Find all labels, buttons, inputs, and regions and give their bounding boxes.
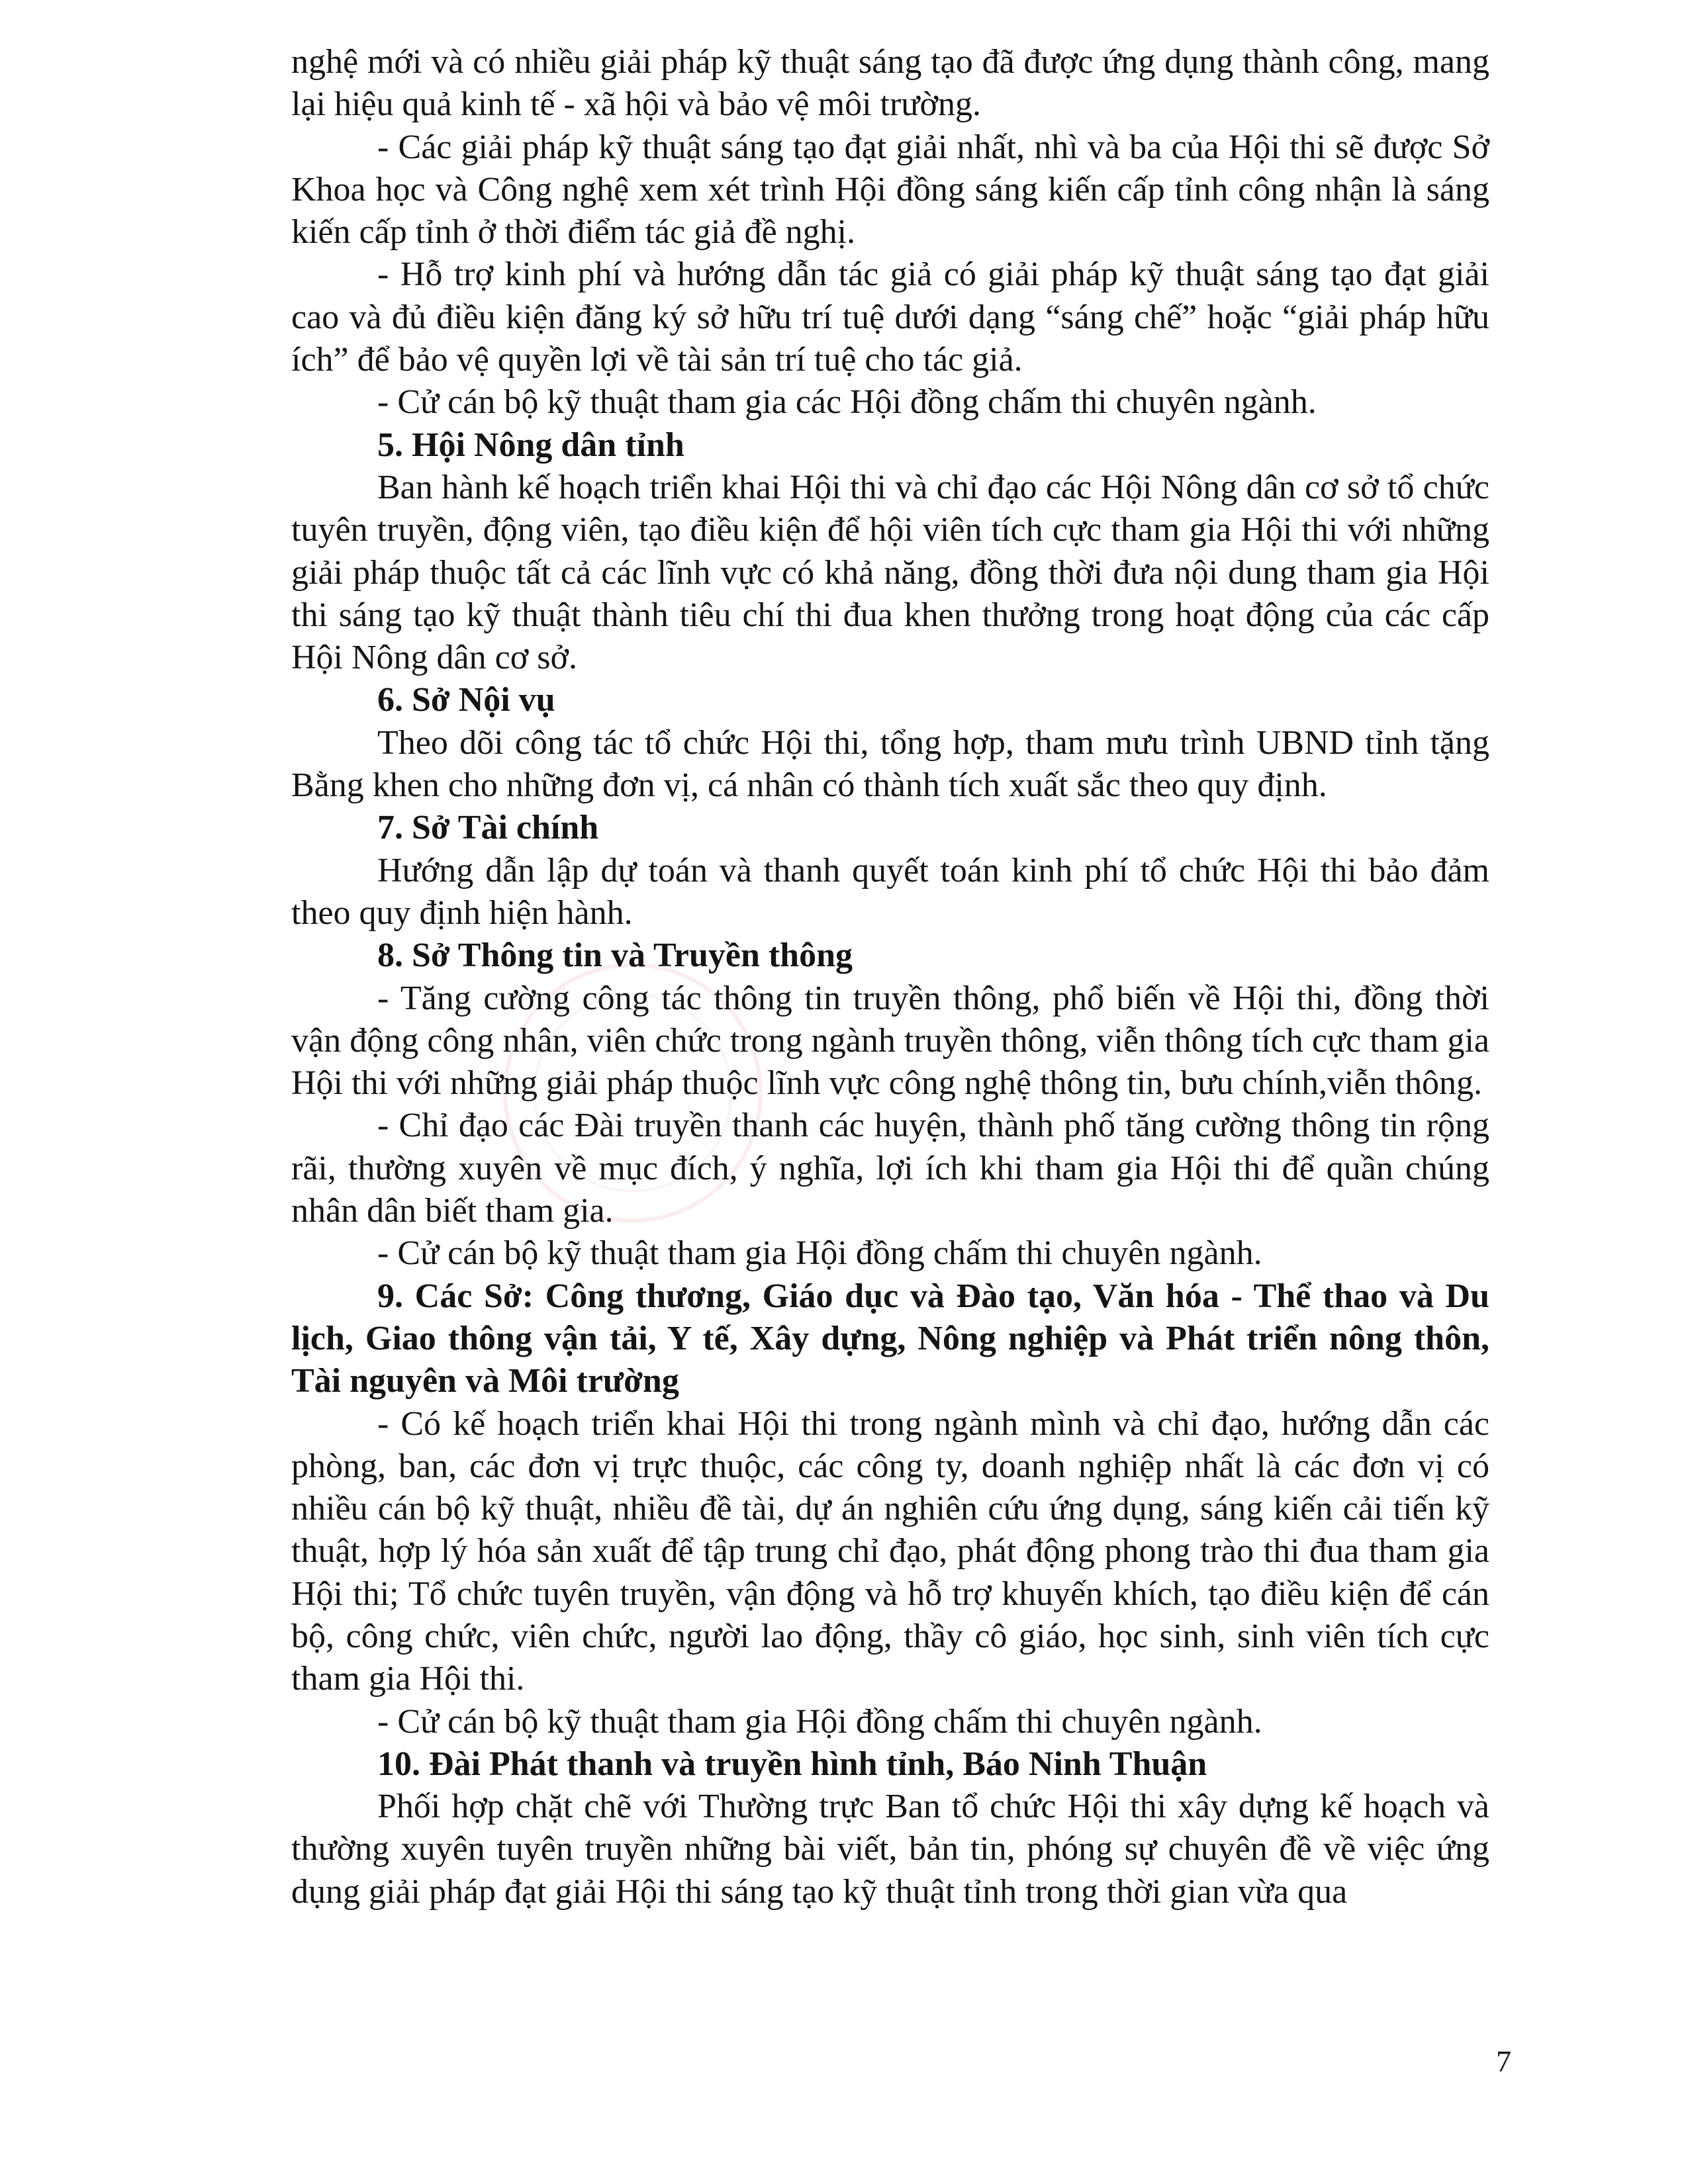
paragraph-communication-1: - Tăng cường công tác thông tin truyền thông, phổ biến về Hội thi, đồng thời vận động công nhân, viên chức trong ngành truyền thông, viễn thông tích cực tham gia Hội thi với những giải pháp thuộc lĩnh vực công nghệ thông tin, bưu chính,viễn thông. bbox=[291, 979, 1489, 1103]
paragraph-home-affairs: Theo dõi công tác tổ chức Hội thi, tổng hợp, tham mưu trình UBND tỉnh tặng Bằng khen cho những đơn vị, cá nhân có thành tích xuất sắc theo quy định. bbox=[291, 723, 1489, 805]
section-heading-5: 5. Hội Nông dân tỉnh bbox=[377, 426, 684, 464]
section-heading-9: 9. Các Sở: Công thương, Giáo dục và Đào tạo, Văn hóa - Thể thao và Du lịch, Giao thông vận tải, Y tế, Xây dựng, Nông nghiệp và Phát triển nông thôn, Tài nguyên và Môi trường bbox=[291, 1277, 1489, 1400]
section-heading-7: 7. Sở Tài chính bbox=[377, 809, 599, 847]
paragraph-funding-support: - Hỗ trợ kinh phí và hướng dẫn tác giả có giải pháp kỹ thuật sáng tạo đạt giải cao và đủ điều kiện đăng ký sở hữu trí tuệ dưới dạng “sáng chế” hoặc “giải pháp hữu ích” để bảo vệ quyền lợi về tài sản trí tuệ cho tác giả. bbox=[291, 255, 1489, 379]
paragraph-departments-staff: - Cử cán bộ kỹ thuật tham gia Hội đồng chấm thi chuyên ngành. bbox=[377, 1702, 1262, 1741]
section-heading-6: 6. Sở Nội vụ bbox=[377, 681, 555, 719]
section-heading-8: 8. Sở Thông tin và Truyền thông bbox=[377, 936, 853, 975]
paragraph-communication-3: - Cử cán bộ kỹ thuật tham gia Hội đồng chấm thi chuyên ngành. bbox=[377, 1234, 1262, 1273]
paragraph-communication-2: - Chỉ đạo các Đài truyền thanh các huyện, thành phố tăng cường thông tin rộng rãi, thường xuyên về mục đích, ý nghĩa, lợi ích khi tham gia Hội thi để quần chúng nhân dân biết tham gia. bbox=[291, 1107, 1489, 1230]
paragraph-farmers-association: Ban hành kế hoạch triển khai Hội thi và chỉ đạo các Hội Nông dân cơ sở tổ chức tuyên truyền, động viên, tạo điều kiện để hội viên tích cực tham gia Hội thi với những giải pháp thuộc tất cả các lĩnh vực có khả năng, đồng thời đưa nội dung tham gia Hội thi sáng tạo kỹ thuật thành tiêu chí thi đua khen thưởng trong hoạt động của các cấp Hội Nông dân cơ sở. bbox=[291, 468, 1489, 677]
paragraph-recognition: - Các giải pháp kỹ thuật sáng tạo đạt giải nhất, nhì và ba của Hội thi sẽ được Sở Khoa học và Công nghệ xem xét trình Hội đồng sáng kiến cấp tỉnh công nhận là sáng kiến cấp tỉnh ở thời điểm tác giả đề nghị. bbox=[291, 128, 1489, 251]
document-body bbox=[291, 41, 1489, 1913]
page-number: 7 bbox=[1496, 2044, 1511, 2078]
paragraph-departments-plan: - Có kế hoạch triển khai Hội thi trong ngành mình và chỉ đạo, hướng dẫn các phòng, ban, các đơn vị trực thuộc, các công ty, doanh nghiệp nhất là các đơn vị có nhiều cán bộ kỹ thuật, nhiều đề tài, dự án nghiên cứu ứng dụng, sáng kiến cải tiến kỹ thuật, hợp lý hóa sản xuất để tập trung chỉ đạo, phát động phong trào thi đua tham gia Hội thi; Tổ chức tuyên truyền, vận động và hỗ trợ khuyến khích, tạo điều kiện để cán bộ, công chức, viên chức, người lao động, thầy cô giáo, học sinh, sinh viên tích cực tham gia Hội thi. bbox=[291, 1404, 1489, 1698]
paragraph-continuation: nghệ mới và có nhiều giải pháp kỹ thuật sáng tạo đã được ứng dụng thành công, mang lại hiệu quả kinh tế - xã hội và bảo vệ môi trường. bbox=[291, 43, 1489, 124]
paragraph-finance: Hướng dẫn lập dự toán và thanh quyết toán kinh phí tổ chức Hội thi bảo đảm theo quy định hiện hành. bbox=[291, 851, 1489, 932]
section-heading-10: 10. Đài Phát thanh và truyền hình tỉnh, Báo Ninh Thuận bbox=[377, 1745, 1207, 1783]
paragraph-radio-television: Phối hợp chặt chẽ với Thường trực Ban tổ chức Hội thi xây dựng kế hoạch và thường xuyên tuyên truyền những bài viết, bản tin, phóng sự chuyên đề về việc ứng dụng giải pháp đạt giải Hội thi sáng tạo kỹ thuật tỉnh trong thời gian vừa qua bbox=[291, 1788, 1489, 1911]
paragraph-assign-staff: - Cử cán bộ kỹ thuật tham gia các Hội đồng chấm thi chuyên ngành. bbox=[377, 383, 1317, 422]
